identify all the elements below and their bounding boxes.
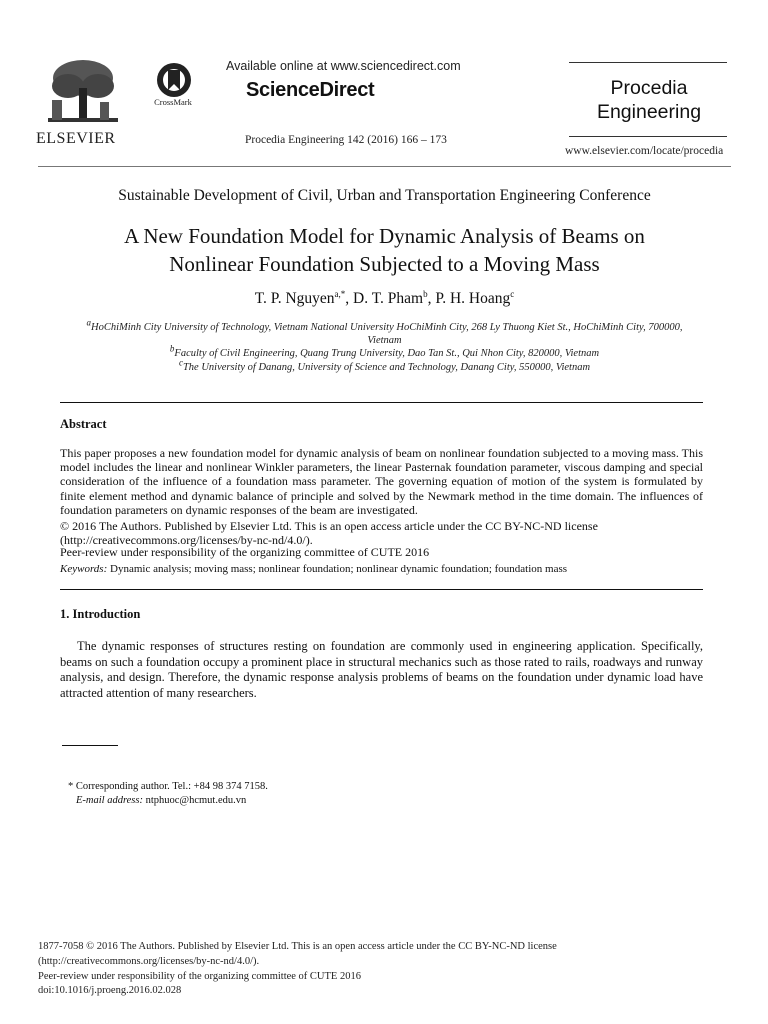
author-name: T. P. Nguyen [254, 290, 335, 307]
affiliation-a-continued: Vietnam [367, 335, 402, 346]
author-affiliation-mark: c [510, 288, 515, 299]
conference-name: Sustainable Development of Civil, Urban and Transportation Engineering Conference [118, 187, 651, 204]
journal-title [568, 76, 730, 124]
affiliation-mark: c [178, 357, 183, 368]
journal-reference: Procedia Engineering 142 (2016) 166 – 173 [245, 134, 447, 146]
peer-review-statement: Peer-review under responsibility of the organizing committee of CUTE 2016 [60, 545, 430, 559]
affiliation-text: Faculty of Civil Engineering, Quang Trung University, Dao Tan St., Qui Nhon City, 820000, Vietnam [174, 348, 600, 359]
author-affiliation-mark: a,* [334, 288, 346, 299]
keywords [60, 563, 567, 575]
email-note [76, 795, 246, 806]
affiliation-text: The University of Danang, University of Science and Technology, Danang City, 550000, Vietnam [182, 362, 591, 373]
author-name: D. T. Pham [353, 290, 424, 307]
journal-title-line-2: Engineering [596, 101, 702, 123]
paper-title-line-1: A New Foundation Model for Dynamic Analysis of Beams on [124, 224, 645, 248]
abstract-bottom-rule [60, 589, 703, 590]
affiliation-a [38, 317, 731, 333]
affiliation-mark: b [169, 343, 175, 354]
affiliation-c [38, 357, 731, 373]
corresponding-author-note: * Corresponding author. Tel.: +84 98 374 7158. [68, 781, 268, 792]
author-separator: , [427, 290, 436, 307]
section-heading-introduction: 1. Introduction [60, 607, 141, 621]
author-name: P. H. Hoang [435, 290, 511, 307]
abstract-text [60, 446, 703, 517]
journal-url-link[interactable]: www.elsevier.com/locate/procedia [565, 145, 724, 157]
author-separator: , [345, 290, 354, 307]
issn-license-line: 1877-7058 © 2016 The Authors. Published by Elsevier Ltd. This is an open access article under the CC BY-NC-ND license [38, 941, 557, 952]
license-url-line[interactable]: (http://creativecommons.org/licenses/by-nc-nd/4.0/). [38, 956, 260, 967]
affiliation-mark: a [86, 317, 92, 328]
affiliation-b [38, 343, 731, 359]
journal-title-line-1: Procedia [610, 77, 688, 99]
introduction-paragraph: The dynamic responses of structures resting on foundation are commonly used in engineering application. Specifically, beams on such a foundation occupy a prominent place in structural mechanics such as those rated to rails, roadways and runway analysis, and design. Therefore, the dynamic response analysis problems of beams on the foundation under dynamic load have attracted attention of many researchers. [60, 639, 703, 700]
peer-review-line: Peer-review under responsibility of the organizing committee of CUTE 2016 [38, 971, 361, 982]
publisher-wordmark: ELSEVIER [36, 130, 116, 147]
crossmark-label: CrossMark [154, 97, 192, 107]
available-online-text: Available online at www.sciencedirect.com [226, 59, 461, 73]
affiliation-text: HoChiMinh City University of Technology, Vietnam National University HoChiMinh City, 268 Ly Thuong Kiet St., HoChiMinh City, 700000, [91, 322, 683, 333]
journal-title-rule-top [569, 62, 727, 63]
abstract-paragraph: This paper proposes a new foundation model for dynamic analysis of beam on nonlinear foundation subjected to a moving mass. This model includes the linear and nonlinear Winkler parameters, the linear Pasternak foundation parameter, viscous damping and special consideration of the influence of a foundation mass parameter. The governing equation of motion of the system is formulated by finite element method and dynamic balance of principle and solved by the Newmark method in the time domain. The influences of foundation parameters on dynamic responses of the beam are investigated. [60, 446, 703, 517]
sciencedirect-logo[interactable]: ScienceDirect [246, 79, 375, 101]
abstract-heading: Abstract [60, 417, 107, 431]
journal-title-rule-bottom [569, 136, 727, 137]
author-list [38, 290, 731, 308]
footnote-rule [62, 745, 118, 746]
keywords-label: Keywords: [60, 563, 108, 575]
email-label: E-mail address: [76, 795, 143, 806]
header-divider [38, 166, 731, 167]
abstract-top-rule [60, 402, 703, 403]
license-link[interactable]: (http://creativecommons.org/licenses/by-nc-nd/4.0/). [60, 533, 313, 547]
author-affiliation-mark: b [423, 288, 428, 299]
email-address[interactable]: ntphuoc@hcmut.edu.vn [145, 795, 247, 806]
keywords-list: Dynamic analysis; moving mass; nonlinear foundation; nonlinear dynamic foundation; foundation mass [110, 563, 568, 575]
paper-title-line-2: Nonlinear Foundation Subjected to a Moving Mass [169, 252, 600, 276]
doi-line[interactable]: doi:10.1016/j.proeng.2016.02.028 [38, 985, 182, 996]
license-statement: © 2016 The Authors. Published by Elsevier Ltd. This is an open access article under the CC BY-NC-ND license [60, 519, 598, 533]
